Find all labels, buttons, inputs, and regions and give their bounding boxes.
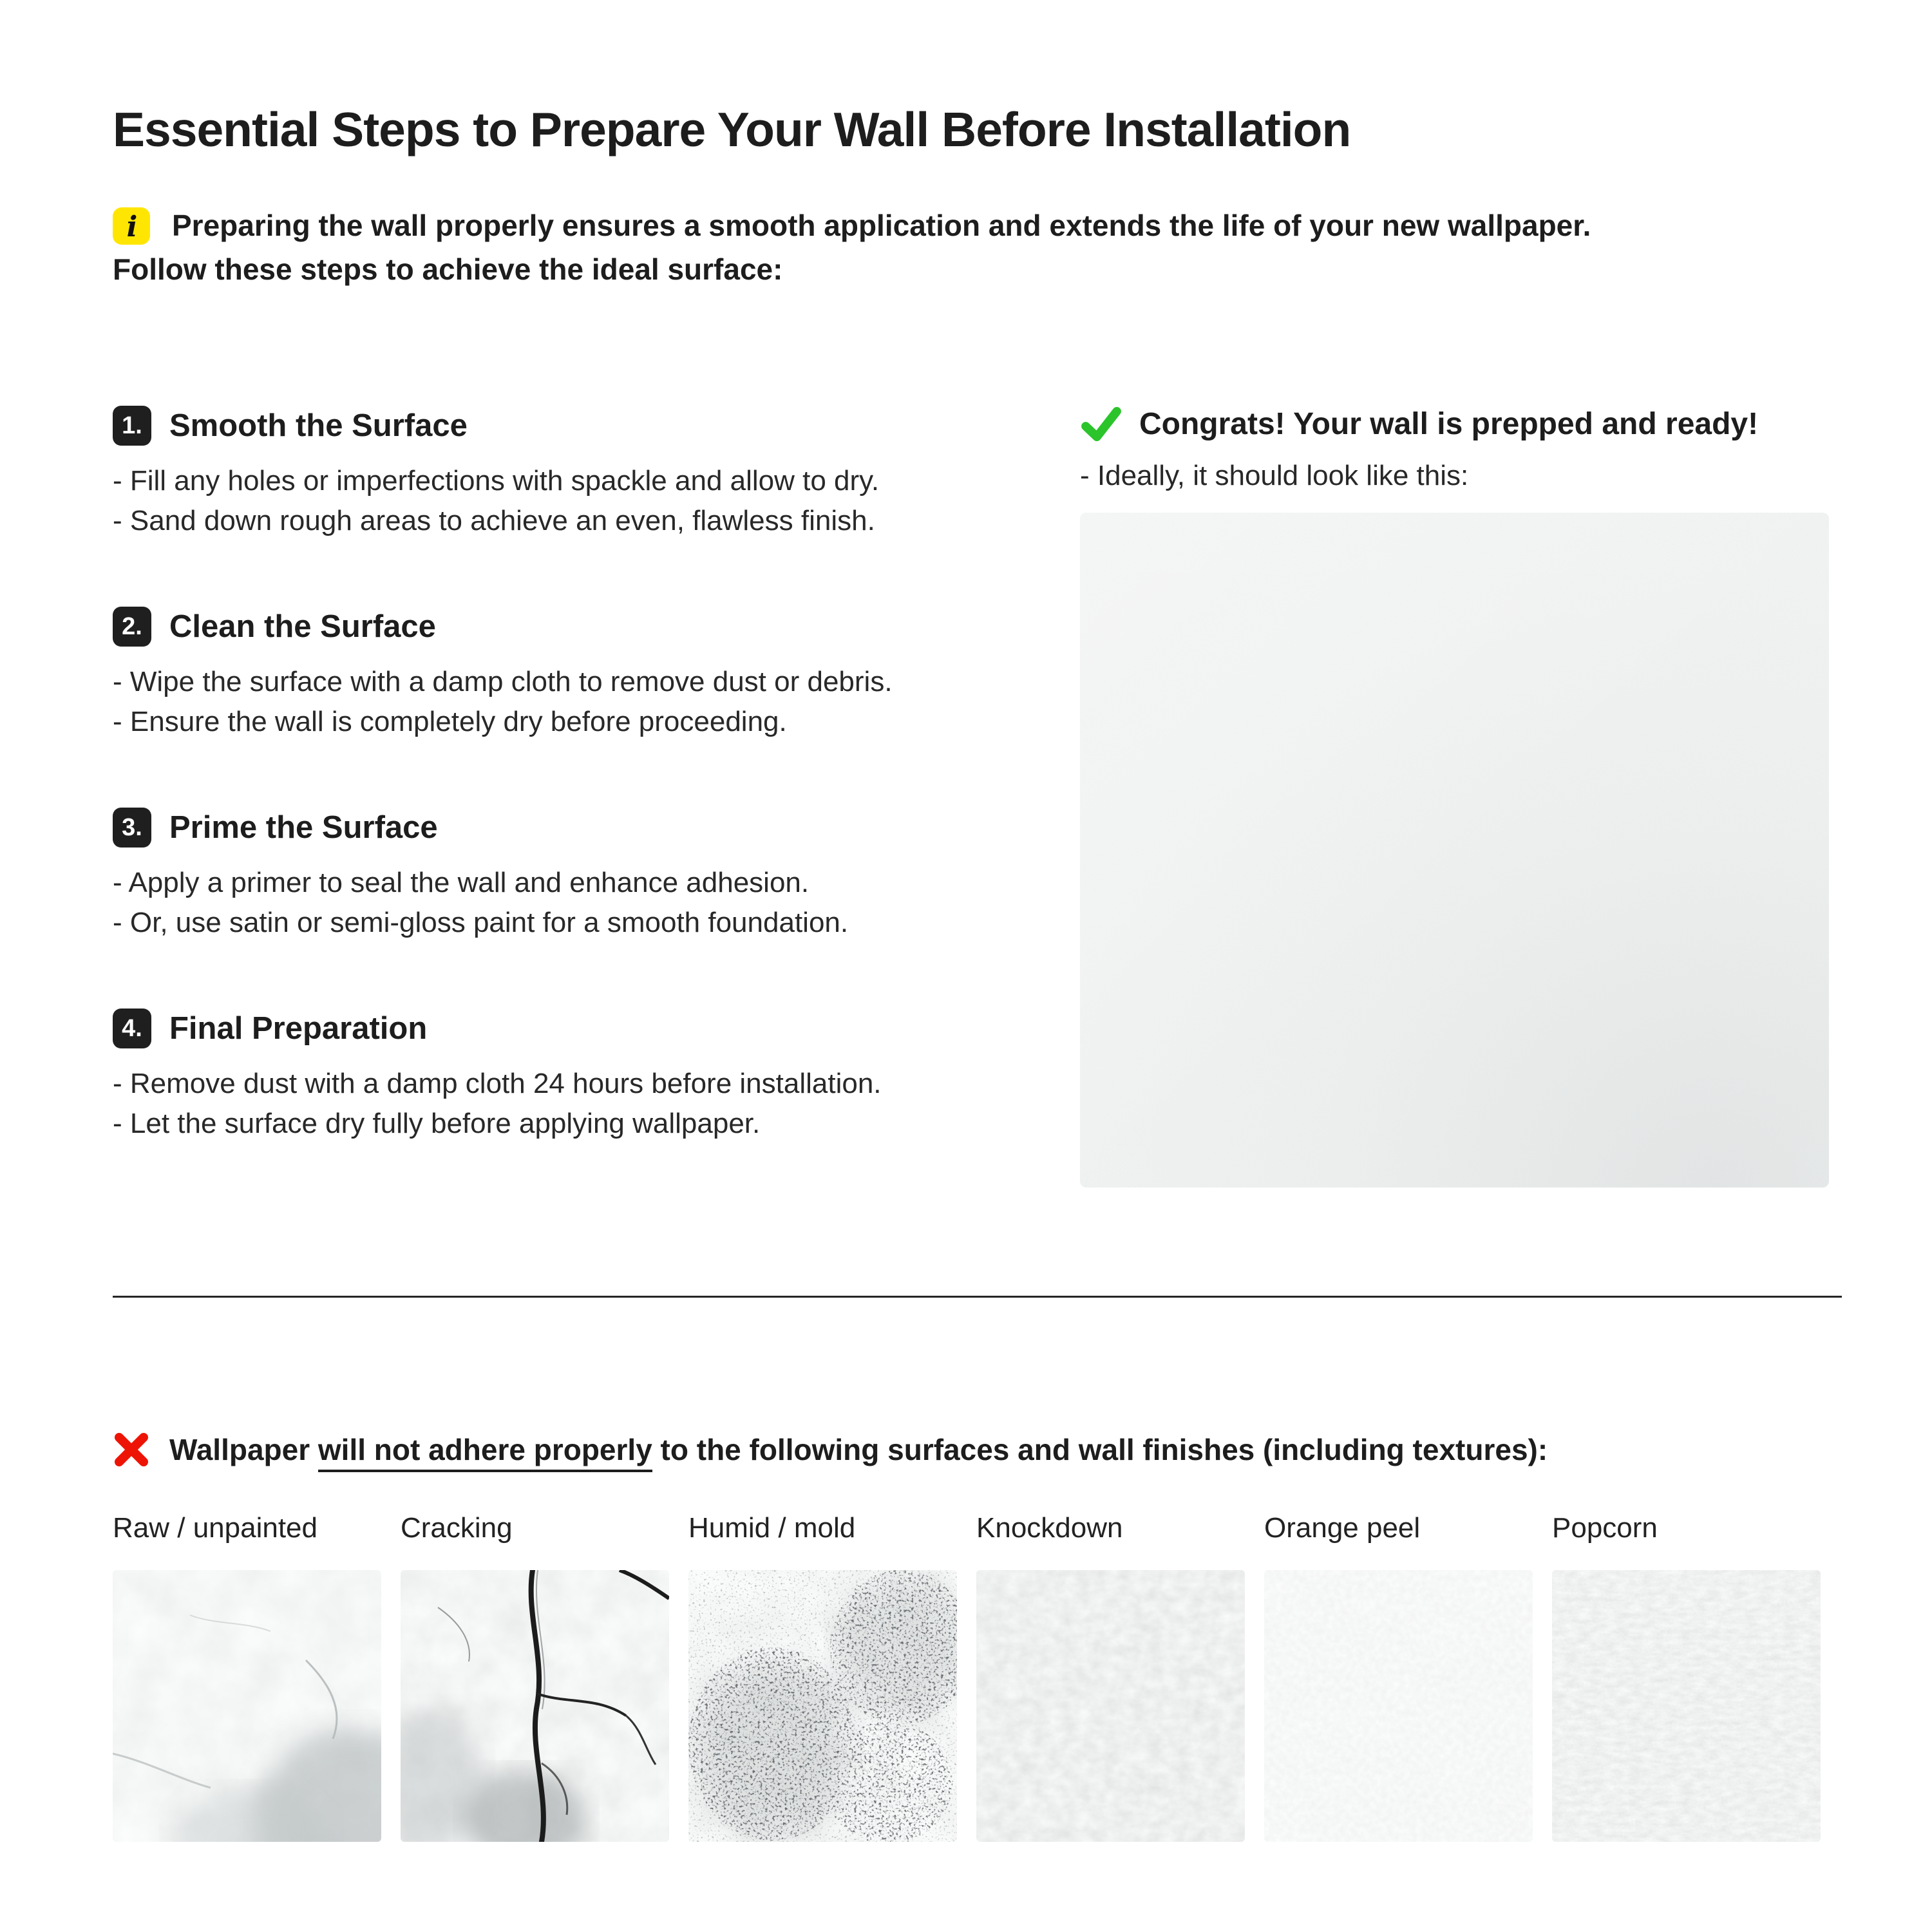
surface-popcorn — [1552, 1512, 1821, 1842]
step-2-bullet-1: - Wipe the surface with a damp cloth to remove dust or debris. — [113, 666, 893, 697]
surface-label: Humid / mold — [688, 1512, 856, 1544]
texture-image-orange-peel — [1264, 1570, 1533, 1842]
step-4-bullet-1: - Remove dust with a damp cloth 24 hours before installation. — [113, 1068, 882, 1099]
success-subtitle: - Ideally, it should look like this: — [1080, 460, 1469, 491]
bad-surfaces-row — [113, 1512, 1821, 1842]
intro-line-1: Preparing the wall properly ensures a smooth application and extends the life of your new wallpaper. — [172, 209, 1591, 242]
step-4 — [113, 1009, 1072, 1144]
checkmark-icon — [1080, 406, 1122, 442]
warning-emphasis: will not adhere properly — [318, 1433, 652, 1472]
texture-image-cracking — [401, 1570, 669, 1842]
surface-humid-mold — [688, 1512, 957, 1842]
x-icon — [113, 1432, 150, 1467]
surface-label: Knockdown — [976, 1512, 1123, 1544]
steps-list — [113, 406, 1072, 1144]
surface-label: Popcorn — [1552, 1512, 1658, 1544]
step-4-bullet-2: - Let the surface dry fully before applying wallpaper. — [113, 1108, 761, 1139]
success-panel — [1080, 406, 1831, 1188]
surface-label: Cracking — [401, 1512, 513, 1544]
intro-line-2: Follow these steps to achieve the ideal surface: — [113, 252, 783, 286]
step-2-title: Clean the Surface — [169, 609, 436, 644]
step-1-bullet-1: - Fill any holes or imperfections with spackle and allow to dry. — [113, 465, 880, 497]
success-title: Congrats! Your wall is prepped and ready! — [1139, 406, 1759, 441]
step-3-bullet-2: - Or, use satin or semi-gloss paint for a smooth foundation. — [113, 907, 849, 938]
step-2-number-badge: 2. — [113, 607, 151, 647]
step-3-number-badge: 3. — [113, 808, 151, 848]
surface-knockdown — [976, 1512, 1245, 1842]
page-title: Essential Steps to Prepare Your Wall Before Installation — [113, 102, 1351, 156]
step-3 — [113, 808, 1072, 943]
step-1-bullet-2: - Sand down rough areas to achieve an even, flawless finish. — [113, 505, 875, 536]
surface-label: Orange peel — [1264, 1512, 1421, 1544]
step-4-title: Final Preparation — [169, 1011, 428, 1046]
info-icon — [113, 207, 150, 245]
texture-image-humid-mold — [688, 1570, 957, 1842]
prepped-wall-image — [1080, 513, 1829, 1188]
step-1-title: Smooth the Surface — [169, 408, 468, 443]
texture-image-raw-unpainted — [113, 1570, 381, 1842]
section-divider — [113, 1296, 1842, 1298]
step-2-bullet-2: - Ensure the wall is completely dry before proceeding. — [113, 706, 787, 737]
surface-label: Raw / unpainted — [113, 1512, 317, 1544]
svg-text:i: i — [126, 211, 138, 243]
step-3-bullet-1: - Apply a primer to seal the wall and enhance adhesion. — [113, 867, 810, 898]
warning-line — [113, 1432, 1548, 1467]
step-2 — [113, 607, 1072, 742]
step-3-title: Prime the Surface — [169, 810, 438, 845]
texture-image-popcorn — [1552, 1570, 1821, 1842]
texture-image-knockdown — [976, 1570, 1245, 1842]
intro-paragraph — [113, 204, 1845, 291]
surface-cracking — [401, 1512, 669, 1842]
warning-text: Wallpaper will not adhere properly to the following surfaces and wall finishes (including textures): — [169, 1432, 1548, 1467]
step-1 — [113, 406, 1072, 541]
surface-orange-peel — [1264, 1512, 1533, 1842]
step-1-number-badge: 1. — [113, 406, 151, 446]
step-4-number-badge: 4. — [113, 1009, 151, 1048]
surface-raw-unpainted — [113, 1512, 381, 1842]
